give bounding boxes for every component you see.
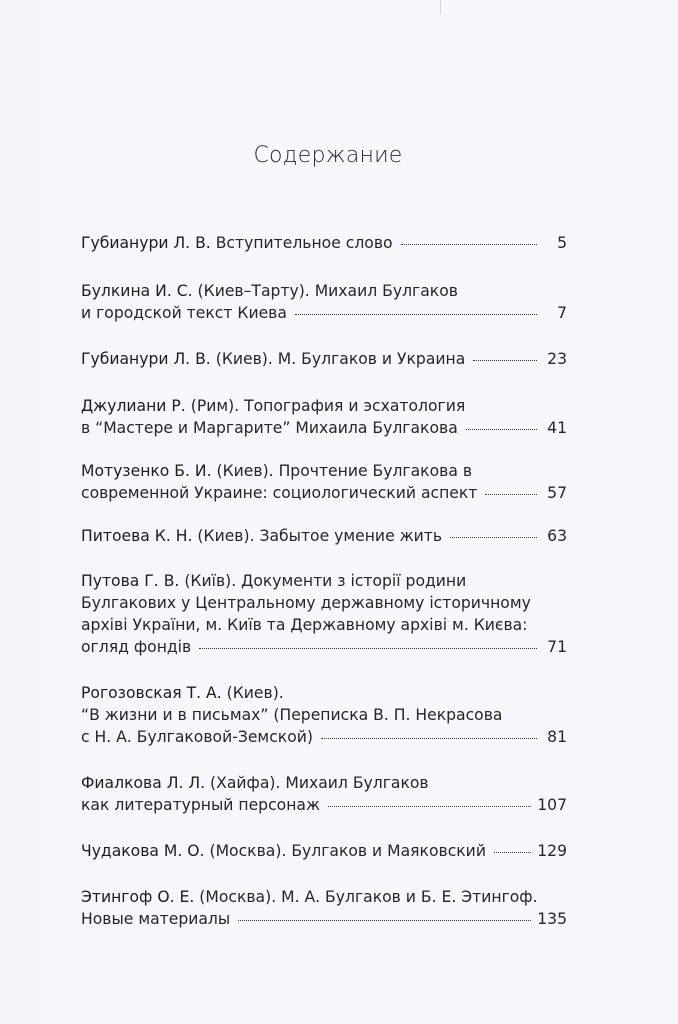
toc-page-number: 7	[557, 304, 567, 322]
toc-title: (Киев). Прочтение Булгакова в	[216, 462, 473, 480]
toc-title: архіві України, м. Київ та Державному архіві м. Києва:	[81, 616, 528, 634]
toc-line	[81, 482, 567, 504]
toc-page-number: 5	[557, 234, 567, 252]
toc-title: (Рим). Топография и эсхатология	[190, 397, 466, 415]
toc-line	[81, 794, 567, 816]
toc-line	[81, 570, 567, 592]
toc-author: Питоева К. Н.	[81, 527, 193, 545]
toc-entry	[81, 772, 567, 816]
dot-leader	[494, 851, 531, 853]
toc-entry	[81, 232, 567, 254]
toc-line	[81, 525, 567, 547]
toc-line	[81, 302, 567, 324]
toc-entry	[81, 525, 567, 547]
toc-title: “В жизни и в письмах” (Переписка В. П. Некрасова	[81, 706, 503, 724]
toc-title: (Хайфа). Михаил Булгаков	[210, 774, 429, 792]
toc-title: Вступительное слово	[215, 234, 393, 252]
toc-line	[81, 280, 567, 302]
toc-line	[81, 636, 567, 658]
toc-page-number: 71	[547, 638, 567, 656]
dot-leader	[295, 313, 537, 315]
toc-title: (Москва). Булгаков и Маяковский	[209, 842, 486, 860]
toc-line	[81, 704, 567, 726]
toc-line	[81, 840, 567, 862]
dot-leader	[238, 919, 531, 921]
toc-page-number: 57	[547, 484, 567, 502]
dot-leader	[328, 805, 531, 807]
toc-title: (Киев). М. Булгаков и Украина	[215, 350, 466, 368]
toc-author: Фиалкова Л. Л.	[81, 774, 206, 792]
toc-page-number: 41	[547, 419, 567, 437]
toc-title: (Киев).	[226, 684, 284, 702]
toc-title: (Київ). Документи з історії родини	[184, 572, 467, 590]
toc-page-number: 81	[547, 728, 567, 746]
toc-title: в “Мастере и Маргарите” Михаила Булгакова	[81, 419, 458, 437]
toc-title: Новые материалы	[81, 910, 231, 928]
toc-line	[81, 908, 567, 930]
toc-line	[81, 395, 567, 417]
toc-author: Булкина И. С.	[81, 282, 193, 300]
toc-author: Губианури Л. В.	[81, 234, 211, 252]
toc-title: как литературный персонаж	[81, 796, 320, 814]
toc-author: Мотузенко Б. И.	[81, 462, 212, 480]
dot-leader	[485, 493, 537, 495]
page-title: Содержание	[253, 143, 403, 168]
toc-line	[81, 772, 567, 794]
toc-title: (Москва). М. А. Булгаков и Б. Е. Этингоф.	[199, 888, 538, 906]
toc-line	[81, 614, 567, 636]
dot-leader	[321, 737, 537, 739]
page-mark	[440, 0, 441, 14]
toc-entry	[81, 682, 567, 748]
toc-title: и городской текст Киева	[81, 304, 287, 322]
toc-entry	[81, 886, 567, 930]
toc-page-number: 23	[547, 350, 567, 368]
toc-author: Джулиани Р.	[81, 397, 186, 415]
dot-leader	[401, 243, 537, 245]
toc-title: Булгакових у Центральному державному історичному	[81, 594, 531, 612]
toc-line	[81, 886, 567, 908]
toc-author: Губианури Л. В.	[81, 350, 211, 368]
dot-leader	[466, 428, 537, 430]
toc-line	[81, 726, 567, 748]
toc-page-number: 129	[537, 842, 567, 860]
toc-author: Этингоф О. Е.	[81, 888, 195, 906]
toc-author: Чудакова М. О.	[81, 842, 205, 860]
toc-author: Путова Г. В.	[81, 572, 180, 590]
toc-line	[81, 460, 567, 482]
toc-line	[81, 232, 567, 254]
toc-page-number: 107	[537, 796, 567, 814]
toc-entry	[81, 460, 567, 504]
toc-title: (Киев–Тарту). Михаил Булгаков	[197, 282, 458, 300]
toc-entry	[81, 840, 567, 862]
toc-entry	[81, 570, 567, 658]
toc-line	[81, 592, 567, 614]
toc-page-number: 63	[547, 527, 567, 545]
toc-page-number: 135	[537, 910, 567, 928]
toc-entry	[81, 395, 567, 439]
toc-title: огляд фондів	[81, 638, 192, 656]
dot-leader	[199, 647, 537, 649]
toc-line	[81, 417, 567, 439]
toc-entry	[81, 280, 567, 324]
dot-leader	[450, 536, 537, 538]
toc-author: Рогозовская Т. А.	[81, 684, 222, 702]
toc-line	[81, 682, 567, 704]
dot-leader	[473, 359, 537, 361]
toc-title: (Киев). Забытое умение жить	[197, 527, 443, 545]
toc-entry	[81, 348, 567, 370]
toc-title: современной Украине: социологический аспект	[81, 484, 478, 502]
toc-title: с Н. А. Булгаковой-Земской)	[81, 728, 313, 746]
toc-line	[81, 348, 567, 370]
